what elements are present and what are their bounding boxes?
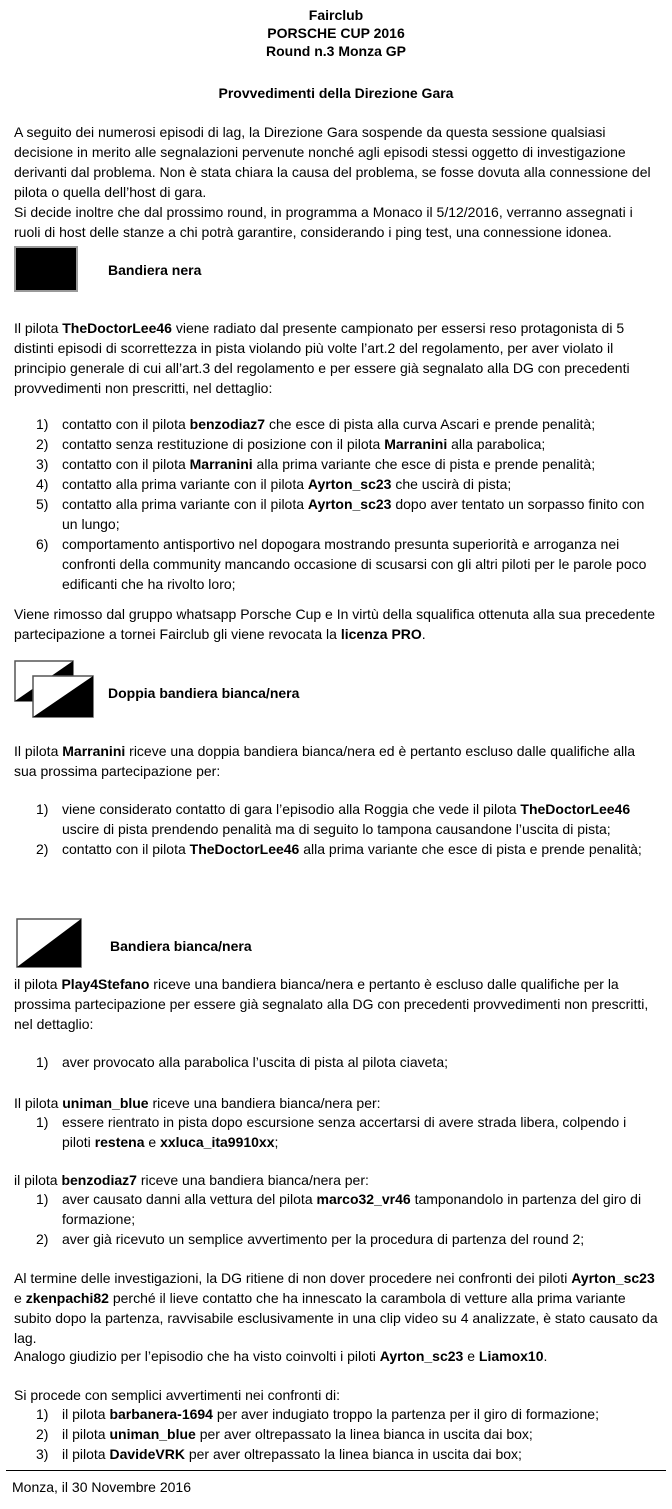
- list-item: 1) essere rientrato in pista dopo escursione senza accertarsi di avere strada libera, colpendo i piloti restena e xxluca_ita9910xx;: [36, 1114, 627, 1150]
- document-subtitle: Provvedimenti della Direzione Gara: [218, 85, 454, 101]
- license-name: licenza PRO: [340, 626, 422, 642]
- list-item: 1) viene considerato contatto di gara l’episodio alla Roggia che vede il pilota TheDoctorLee46 uscire di pista prendendo penalità ma di seguito lo tampona causandone l’uscita di pista;: [36, 801, 631, 837]
- double-flag-list: [36, 799, 658, 859]
- list-item: 1) contatto con il pilota benzodiaz7 che esce di pista alla curva Ascari e prende penalità;: [36, 416, 596, 432]
- footer-date: Monza, il 30 Novembre 2016: [12, 1479, 191, 1495]
- driver-name: TheDoctorLee46: [62, 320, 172, 336]
- black-flag-icon: [14, 246, 78, 292]
- bw-flag-list-3: [36, 1189, 658, 1249]
- driver-name: Marranini: [62, 743, 126, 759]
- list-item: 2) il pilota uniman_blue per aver oltrepassato la linea bianca in uscita dai box;: [36, 1426, 533, 1442]
- driver-name: Play4Stefano: [61, 976, 150, 992]
- black-flag-paragraph: Il pilota TheDoctorLee46 viene radiato dal presente campionato per essersi reso protagonista di 5 distinti episodi di scorrettezza in pista violando più volte l’art.2 del regolamento, per aver violato il principio generale di cui all’art.3 del regolamento e per essere già segnalato alla DG con precedenti provvedimenti non prescritti, nel dettaglio:: [14, 320, 630, 396]
- list-item: 3) contatto con il pilota Marranini alla prima variante che esce di pista e prende penalità;: [36, 456, 596, 472]
- intro-paragraph-1: A seguito dei numerosi episodi di lag, la Direzione Gara sospende da questa sessione qualsiasi decisione in merito alle segnalazioni pervenute nonché agli episodi stessi oggetto di investigazione derivanti dal problema. Non è stata chiara la causa del problema, se fosse dovuta alla connessione del pilota o quella dell’host di gara.: [14, 124, 651, 200]
- double-black-white-flag-icon: [14, 660, 94, 718]
- black-flag-after-paragraph: Viene rimosso dal gruppo whatsapp Porsche Cup e In virtù della squalifica ottenuta alla sua precedente partecipazione a tornei Fairclub gli viene revocata la licenza PRO.: [14, 606, 656, 642]
- closing-paragraph-3: Si procede con semplici avvertimenti nei confronti di:: [14, 1387, 341, 1403]
- bw-flag-paragraph-1: il pilota Play4Stefano riceve una bandiera bianca/nera e pertanto è escluso dalle qualifiche per la prossima partecipazione per essere già segnalato alla DG con precedenti provvedimenti non prescritti, nel dettaglio:: [14, 976, 649, 1032]
- closing-paragraph-2: Analogo giudizio per l’episodio che ha visto coinvolti i piloti Ayrton_sc23 e Liamox10.: [14, 1348, 548, 1364]
- championship-name: PORSCHE CUP 2016: [267, 25, 405, 41]
- black-flag-list: [36, 414, 658, 594]
- list-item: 6) comportamento antisportivo nel dopogara mostrando presunta superiorità e arroganza nei confronti della community mancando occasione di scusarsi con gli altri piloti per le parole poco edificanti che ha rivolto loro;: [36, 536, 647, 592]
- list-item: 1) il pilota barbanera-1694 per aver indugiato troppo la partenza per il giro di formazione;: [36, 1406, 599, 1422]
- list-item: 4) contatto alla prima variante con il pilota Ayrton_sc23 che uscirà di pista;: [36, 476, 512, 492]
- list-item: 5) contatto alla prima variante con il pilota Ayrton_sc23 dopo aver tentato un sorpasso finito con un lungo;: [36, 496, 645, 532]
- driver-name: uniman_blue: [62, 1095, 149, 1111]
- bw-flag-title: Bandiera bianca/nera: [110, 938, 252, 954]
- bw-flag-paragraph-3: il pilota benzodiaz7 riceve una bandiera bianca/nera per:: [14, 1172, 369, 1188]
- list-item: 2) contatto senza restituzione di posizione con il pilota Marranini alla parabolica;: [36, 436, 546, 452]
- closing-paragraph-1: Al termine delle investigazioni, la DG ritiene di non dover procedere nei confronti dei piloti Ayrton_sc23 e zkenpachi82 perché il lieve contatto che ha innescato la carambola di vetture alla prima variante subito dopo la partenza, ravvisabile esclusivamente in una clip video su 4 analizzate, è stato causato da lag.: [14, 1270, 658, 1346]
- double-flag-title: Doppia bandiera bianca/nera: [108, 685, 300, 701]
- black-white-flag-icon: [16, 918, 82, 968]
- list-item: 1) aver provocato alla parabolica l’uscita di pista al pilota ciaveta;: [36, 1054, 448, 1070]
- list-item: 2) aver già ricevuto un semplice avvertimento per la procedura di partenza del round 2;: [36, 1231, 585, 1247]
- warnings-list: [36, 1404, 658, 1464]
- list-item: 1) aver causato danni alla vettura del pilota marco32_vr46 tamponandolo in partenza del giro di formazione;: [36, 1191, 642, 1227]
- bw-flag-list-1: [36, 1052, 658, 1072]
- club-name: Fairclub: [308, 7, 364, 23]
- intro-paragraph-2: Si decide inoltre che dal prossimo round, in programma a Monaco il 5/12/2016, verranno assegnati i ruoli di host delle stanze a chi potrà garantire, considerando i ping test, una connessione idonea.: [14, 204, 633, 240]
- list-item: 2) contatto con il pilota TheDoctorLee46 alla prima variante che esce di pista e prende penalità;: [36, 841, 642, 857]
- black-flag-title: Bandiera nera: [108, 262, 202, 278]
- double-flag-paragraph: Il pilota Marranini riceve una doppia bandiera bianca/nera ed è pertanto escluso dalle qualifiche alla sua prossima partecipazione per:: [14, 743, 636, 779]
- bw-flag-paragraph-2: Il pilota uniman_blue riceve una bandiera bianca/nera per:: [14, 1095, 381, 1111]
- footer-divider: [6, 1470, 666, 1471]
- document-header: [0, 6, 672, 60]
- round-name: Round n.3 Monza GP: [266, 43, 406, 59]
- driver-name: benzodiaz7: [61, 1172, 137, 1188]
- bw-flag-list-2: [36, 1112, 658, 1152]
- list-item: 3) il pilota DavideVRK per aver oltrepassato la linea bianca in uscita dai box;: [36, 1446, 522, 1462]
